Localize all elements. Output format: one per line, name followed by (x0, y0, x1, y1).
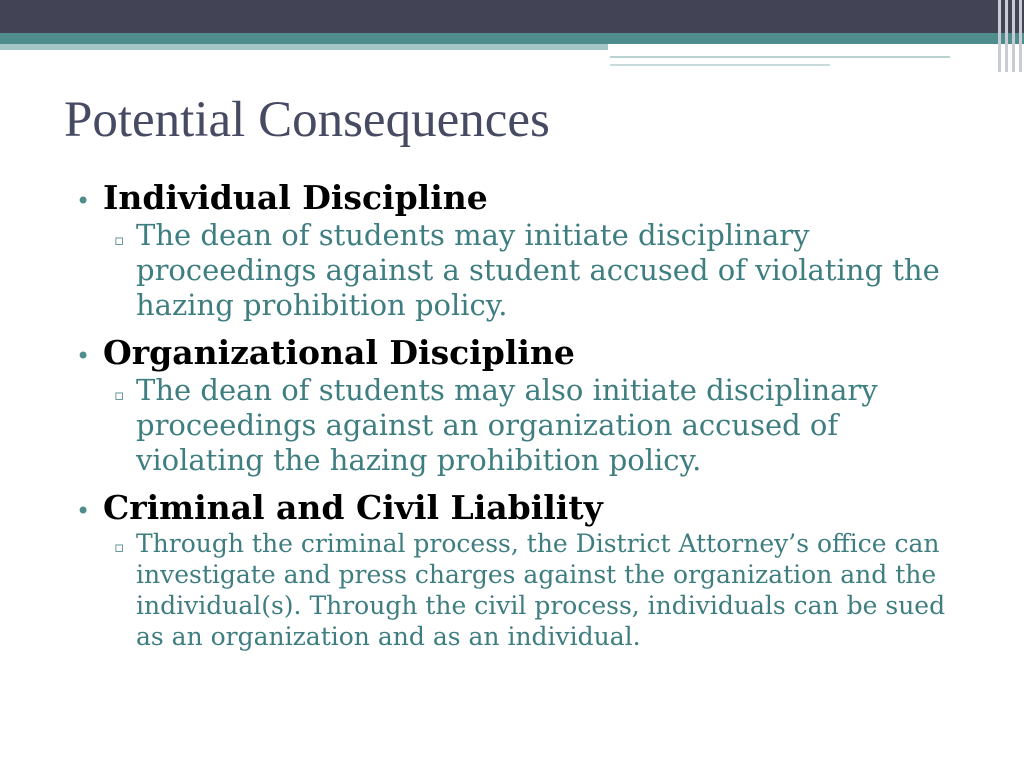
corner-stripe (1005, 0, 1008, 72)
bullet-list (76, 178, 976, 662)
bullet-icon: • (76, 187, 91, 215)
sub-list-item (114, 528, 976, 652)
list-item (76, 488, 976, 528)
corner-stripes (994, 0, 1024, 72)
section-detail: The dean of students may initiate disciplinary proceedings against a student accused of violating the hazing prohibition policy. (136, 218, 940, 322)
sub-bullet-icon: ▫ (114, 538, 125, 556)
section-detail: The dean of students may also initiate disciplinary proceedings against an organization accused of violating the hazing prohibition policy. (136, 373, 878, 477)
sub-bullet-icon: ▫ (114, 386, 125, 404)
header-accent-line (610, 64, 830, 66)
corner-stripe (998, 0, 1001, 72)
section-criminal-civil-liability (76, 488, 976, 652)
list-item (76, 178, 976, 218)
header-accent-line (610, 56, 950, 58)
section-heading: Individual Discipline (103, 178, 488, 217)
header-band-teal (0, 33, 1024, 44)
bullet-icon: • (76, 342, 91, 370)
section-organizational-discipline (76, 333, 976, 478)
bullet-icon: • (76, 497, 91, 525)
header-band-dark (0, 0, 1024, 33)
corner-stripe (1019, 0, 1022, 72)
section-heading: Organizational Discipline (103, 333, 575, 372)
section-individual-discipline (76, 178, 976, 323)
sub-bullet-icon: ▫ (114, 231, 125, 249)
section-detail: Through the criminal process, the District Attorney’s office can investigate and press charges against the organization and the individual(s). Through the civil process, individuals can be sued as an organization and as an individual. (136, 529, 946, 651)
corner-stripe (1012, 0, 1015, 72)
sub-list-item (114, 218, 976, 323)
section-heading: Criminal and Civil Liability (103, 488, 603, 527)
slide-title: Potential Consequences (64, 92, 550, 148)
list-item (76, 333, 976, 373)
sub-list-item (114, 373, 976, 478)
